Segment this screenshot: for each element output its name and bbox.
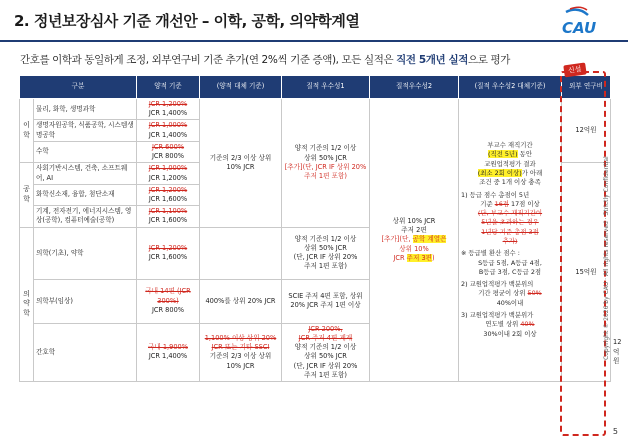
header-qual2: 질적우수성2 [370, 76, 459, 99]
page-number: 5 [612, 427, 618, 436]
header-quant: 양적 기준 [137, 76, 200, 99]
table-row: 간호학 국내 1,900% JCR 1,400% 1,100% 이상 상위 20% JCR 또는 기타 SSCI 기준의 2/3 이상 상위 10% JCR JCR 200%, JCR 주저 4편 게재 양적 기준의 1/2 이상 상위 50% JCR (단, JCR IF 상위 20% 주저 1편 포함) 12억원 [20, 323, 611, 381]
alt-quant-sci-eng: 기준의 2/3 이상 상위 10% JCR [200, 99, 282, 228]
header-qual1: 질적 우수성1 [282, 76, 370, 99]
new-badge: 신설 [563, 63, 586, 78]
header-category: 구분 [20, 76, 137, 99]
criteria-table [19, 75, 622, 382]
header-alt-quant: (양적 대체 기준) [200, 76, 282, 99]
alt-quant-nursing: 1,100% 이상 상위 20% JCR 또는 기타 SSCI 기준의 2/3 이상 상위 10% JCR [200, 323, 282, 381]
header-funding: 외부 연구비 [562, 76, 611, 99]
header-alt-qual2: (질적 우수성2 대체기준) [459, 76, 562, 99]
field-cell: 물리, 화학, 생명과학 [34, 99, 137, 120]
qual2-cell: 상위 10% JCR 주저 2편 [추가](단, 공학 계열은 상위 10% JCR 주저 3편) [370, 99, 459, 382]
cau-logo [552, 6, 614, 40]
copyright-notice: Copyright © 2026 by CAU · All rights reserved · Strictly Confidential [603, 156, 610, 360]
field-cell: 기계, 전자전기, 에너지시스템, 영상(공학), 컴퓨터예술(공학) [34, 206, 137, 227]
quant-cell: JCR 1,200% JCR 1,600% [137, 227, 200, 279]
group-medical: 의약학 [20, 227, 34, 381]
funding-eng-med: 15억원 [562, 163, 611, 382]
qual1-clinical: SCIE 주저 4편 포함, 상위 20% JCR 주저 1편 이상 [282, 279, 370, 323]
field-cell: 의학부(임상) [34, 279, 137, 323]
quant-cell: JCR 600% JCR 800% [137, 141, 200, 162]
field-cell: 수학 [34, 141, 137, 162]
quant-cell: JCR 1,200% JCR 1,600% [137, 184, 200, 205]
field-cell: 생명자원공학, 식품공학, 시스템생명공학 [34, 120, 137, 141]
alt-quant-clinical: 400%를 상위 20% JCR [200, 279, 282, 323]
qual1-nursing: JCR 200%, JCR 주저 4편 게재 양적 기준의 1/2 이상 상위 50% JCR (단, JCR IF 상위 20% 주저 1편 포함) [282, 323, 370, 381]
funding-science: 12억원 [562, 99, 611, 163]
quant-cell: JCR 1,000% JCR 1,400% [137, 120, 200, 141]
new-funding-highlight [560, 71, 606, 436]
field-cell: 화학신소재, 융합, 첨단소재 [34, 184, 137, 205]
page-title: 2. 정년보장심사 기준 개선안 – 이학, 공학, 의약학계열 [14, 12, 360, 30]
svg-text:CAU: CAU [562, 19, 597, 37]
alt-quant-med [200, 227, 282, 279]
quant-cell: 국내 14편 (JCR 300%) JCR 800% [137, 279, 200, 323]
subtitle: 간호를 이학과 동일하게 조정, 외부연구비 기준 추가(연 2%씩 기준 증액), 모든 실적은 직전 5개년 실적으로 평가 [20, 54, 510, 66]
alt-qual2-cell: 부교수 재직기간 (직전 5년) 동안 교원업적평가 결과 (최소 2회 이상)가 아래 조건 중 1개 이상 충족 1) 등급 점수 총점이 5년 기준 16점 17점 이상 (단, 부교수 재직기간이 5년을 초과하는 경우 1년당 기준 총점 3점 추가) ※ 등급별 환산 점수 : S등급 5점, A등급 4점, B등급 3점, C등급 2점 2) 교원업적평가 백분위의 기간 평균이 상위 50% 40%이내 3) 교원업적평가 백분위가 연도별 상위 40% 30%이내 2회 이상 [459, 99, 562, 382]
qual1-med: 양적 기준의 1/2 이상 상위 50% JCR (단, JCR IF 상위 20% 주저 1편 포함) [282, 227, 370, 279]
field-cell: 사회기반시스템, 건축, 소프트웨어, AI [34, 163, 137, 184]
field-cell: 의학(기초), 약학 [34, 227, 137, 279]
field-cell: 간호학 [34, 323, 137, 381]
group-engineering: 공학 [20, 163, 34, 227]
qual1-sci-eng: 양적 기준의 1/2 이상 상위 50% JCR [추가](단, JCR IF 상위 20% 주저 1편 포함) [282, 99, 370, 228]
quant-cell: JCR 1,000% JCR 1,200% [137, 163, 200, 184]
quant-cell: JCR 1,100% JCR 1,600% [137, 206, 200, 227]
quant-cell: JCR 1,200% JCR 1,400% [137, 99, 200, 120]
quant-cell: 국내 1,900% JCR 1,400% [137, 323, 200, 381]
title-divider [0, 40, 628, 42]
group-science: 이학 [20, 99, 34, 163]
header-row [20, 76, 611, 99]
table-row [20, 99, 611, 120]
